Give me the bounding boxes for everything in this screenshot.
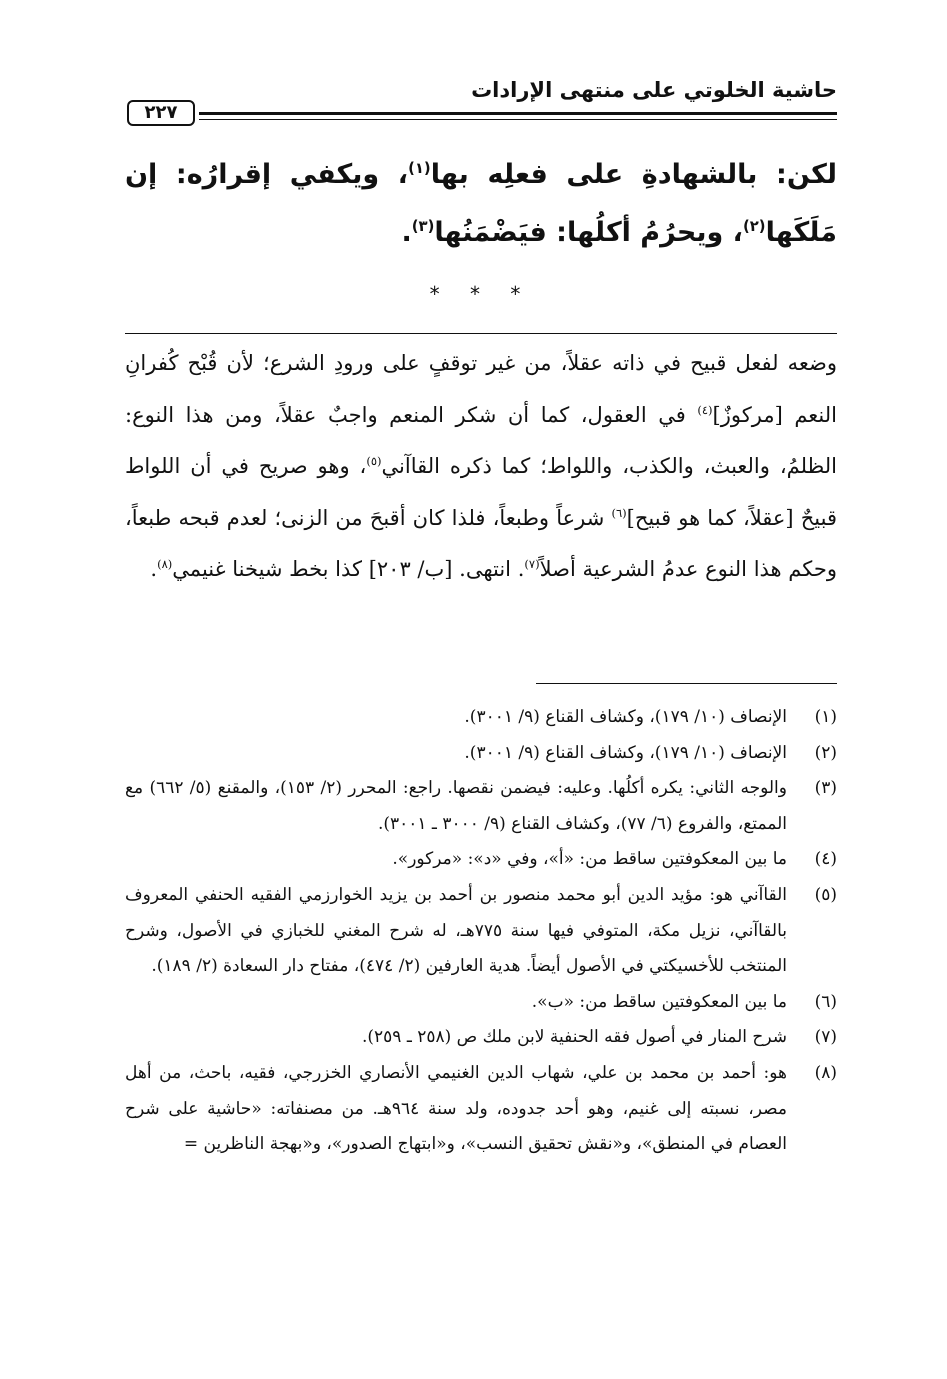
section-rule — [125, 333, 837, 334]
commentary-segment: ، وهو صريح في أن اللواط قبيحٌ [عقلاً، كما هو قبيح] — [125, 454, 837, 530]
header-rule — [199, 112, 837, 120]
footnote-text: القاآني هو: مؤيد الدين أبو محمد منصور بن أحمد بن يزيد الخوارزمي الفقيه الحنفي المعروف بالقاآني، نزيل مكة، المتوفي فيها سنة ٧٧٥هـ، له شرح المغني للخبازي في الأصول، وشرح المنتخب للأخسيكتي في الأصول أيضاً. هدية العارفين (٢/ ٤٧٤)، مفتاح دار السعادة (٢/ ١٨٩). — [125, 884, 787, 977]
footnote-number: (٥) — [814, 884, 837, 905]
footnote-number: (٦) — [814, 991, 837, 1012]
commentary-segment: . — [150, 557, 158, 581]
footnote-ref: (١) — [408, 159, 431, 177]
page-header — [125, 70, 837, 130]
commentary-segment: في العقول، كما أن شكر المنعم واجبٌ عقلاً، ومن هذا النوع: الظلمُ، والعبث، والكذب، واللواط؛ كما ذكره القاآني — [125, 402, 837, 478]
footnote-ref: (٦) — [611, 505, 627, 520]
footnote-item — [125, 985, 837, 1021]
main-text — [125, 146, 837, 262]
footnote-ref: (٣) — [411, 217, 435, 235]
footnote-item — [125, 700, 837, 736]
footnote-rule — [536, 683, 837, 684]
commentary-segment: . انتهى. [ب/ ٢٠٣] كذا بخط شيخنا غنيمي — [172, 557, 525, 581]
footnote-ref: (٢) — [742, 217, 766, 235]
footnote-item — [125, 878, 837, 985]
footnote-text: شرح المنار في أصول فقه الحنفية لابن ملك ص (٢٥٨ ـ ٢٥٩). — [361, 1027, 787, 1048]
main-text-segment: . — [401, 217, 412, 248]
footnote-text: والوجه الثاني: يكره أكلُها. وعليه: فيضمن نقصها. راجع: المحرر (٢/ ١٥٣)، والمقنع (٥/ ٦٦٢) مع الممتع، والفروع (٦/ ٧٧)، وكشاف القناع (٩/ ٣٠٠٠ ـ ٣٠٠١). — [125, 778, 787, 834]
footnote-item — [125, 1056, 837, 1163]
footnote-ref: (٤) — [697, 402, 713, 417]
main-text-segment: ، ويحرُمُ أكلُها: فيَضْمَنُها — [434, 217, 743, 248]
footnote-item — [125, 771, 837, 842]
footnote-text: الإنصاف (١٠/ ١٧٩)، وكشاف القناع (٩/ ٣٠٠١). — [464, 707, 787, 727]
footnote-text: ما بين المعكوفتين ساقط من: «ب». — [531, 991, 787, 1012]
footnote-number: (٣) — [814, 778, 837, 799]
commentary-paragraph — [125, 338, 837, 596]
footnote-number: (٢) — [814, 742, 837, 763]
footnote-text: ما بين المعكوفتين ساقط من: «أ»، وفي «د»: «مركور». — [392, 849, 787, 870]
footnote-ref: (٧) — [524, 557, 540, 571]
footnote-text: هو: أحمد بن محمد بن علي، شهاب الدين الغنيمي الأنصاري الخزرجي، فقيه، باحث، من أهل مصر، نسبته إلى غنيم، وهو أحد جدوده، ولد سنة ٩٦٤هـ. من مصنفاته: «حاشية على شرح العصام في المنطق»، و«نقش تحقيق النسب»، و«ابتهاج الصدور»، و«بهجة الناظرين = — [125, 1062, 787, 1155]
footnote-number: (٤) — [814, 849, 837, 870]
section-separator-stars: * * * — [429, 282, 533, 306]
main-text-segment: ، ويكفي إقرارُه: إن مَلَكَها — [125, 159, 837, 248]
footnote-number: (٨) — [814, 1062, 837, 1083]
footnote-item — [125, 1020, 837, 1056]
footnote-number: (١) — [814, 707, 837, 727]
footnote-item — [125, 736, 837, 772]
footnote-ref: (٨) — [157, 557, 173, 571]
footnote-ref: (٥) — [366, 454, 382, 468]
commentary-segment: شرعاً وطبعاً، فلذا كان أقبحَ من الزنى؛ لعدم قبحه طبعاً، وحكم هذا النوع عدمُ الشرعية أصلاً — [125, 505, 837, 581]
running-title: حاشية الخلوتي على منتهى الإرادات — [471, 78, 837, 102]
footnotes — [125, 700, 837, 1163]
footnote-number: (٧) — [814, 1027, 837, 1048]
commentary-segment: وضعه لفعل قبيح في ذاته عقلاً، من غير توقفٍ على ورودِ الشرع؛ لأن قُبْح كُفرانِ النعم [مركوزٌ] — [125, 351, 837, 427]
footnote-text: الإنصاف (١٠/ ١٧٩)، وكشاف القناع (٩/ ٣٠٠١). — [464, 742, 787, 763]
main-text-segment: لكن: بالشهادةِ على فعلِه بها — [430, 159, 837, 190]
footnote-item — [125, 842, 837, 878]
page-number: ٢٢٧ — [127, 100, 195, 126]
